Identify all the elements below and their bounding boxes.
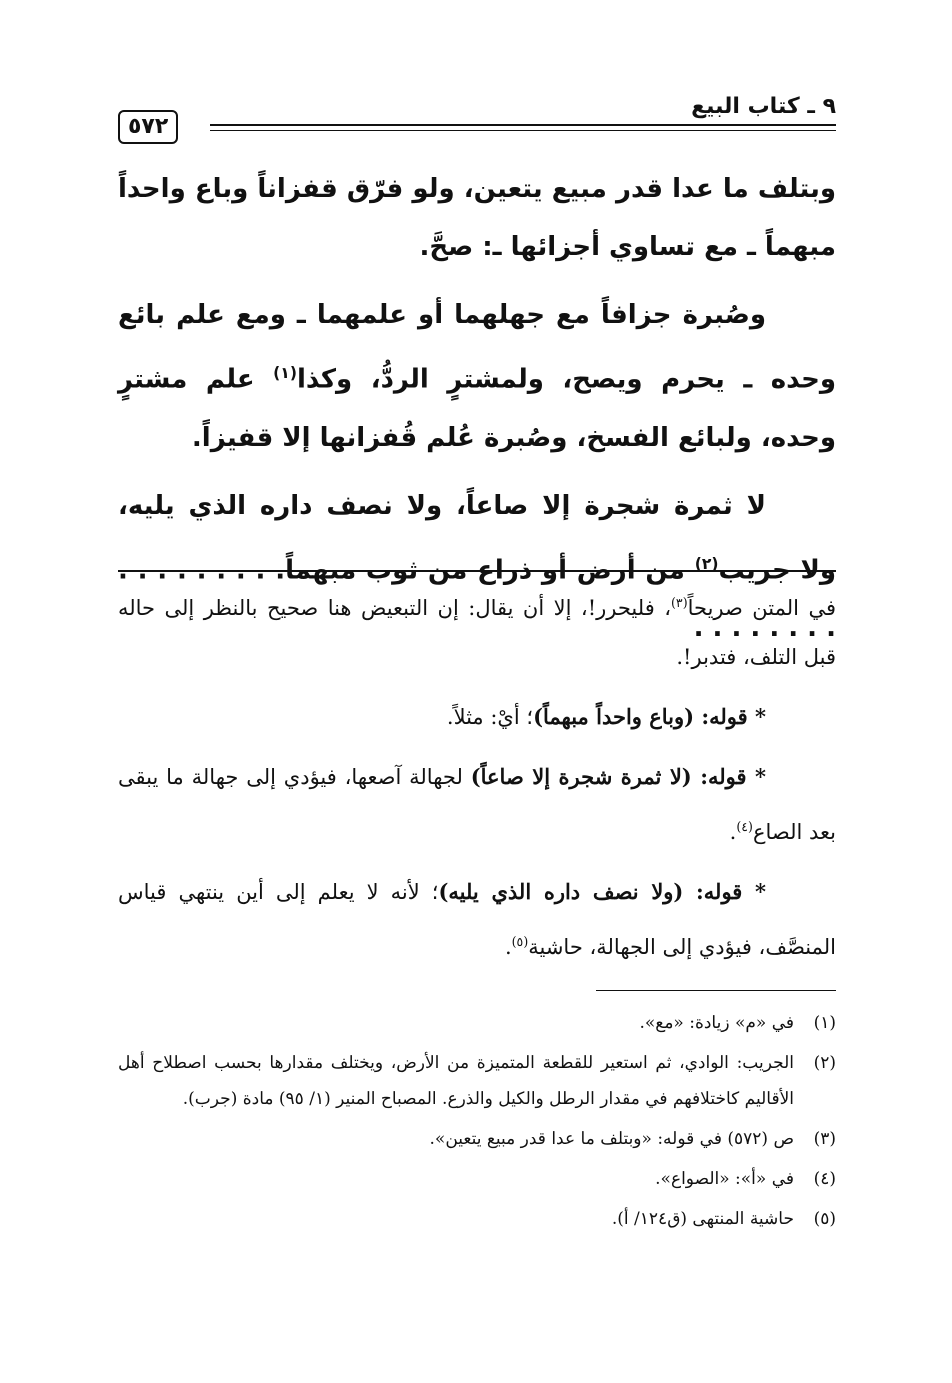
main-paragraph-3-text-a: لا ثمرة شجرة إلا صاعاً، ولا نصف داره الذي يليه، ولا جريب: [118, 490, 836, 586]
footnote-item: [118, 1161, 836, 1197]
footnote-number: (٢): [813, 1053, 836, 1073]
commentary-1-text-a: في المتن صريحاً: [687, 596, 836, 620]
page-header: [118, 88, 836, 148]
commentary-paragraph-3: [118, 752, 836, 857]
footnote-text: في «أ»: «الصواع».: [655, 1169, 794, 1189]
commentary-3-text: لجهالة آصعها، فيؤدي إلى جهالة ما يبقى بعد الصاع: [118, 765, 836, 844]
chapter-title: ٩ ـ كتاب البيع: [691, 94, 836, 119]
commentary-paragraph-4: [118, 867, 836, 972]
footnote-item: [118, 1201, 836, 1237]
footnote-number: (١): [813, 1013, 836, 1033]
footnote-text: حاشية المنتهى (ق١٢٤/ أ).: [611, 1209, 794, 1229]
commentary-4-text: ؛ لأنه لا يعلم إلى أين ينتهي قياس المنصَّف، فيؤدي إلى الجهالة، حاشية: [118, 880, 836, 959]
ellipsis-dots: . . . . . . . . . . . . . . . . .: [118, 555, 836, 644]
commentary-2-text: ؛ أيْ: مثلاً.: [446, 705, 534, 729]
footnote-ref-2[interactable]: (٢): [694, 554, 719, 573]
main-paragraph-3-text-b: من أرض أو ذراع من ثوب مبهماً: [285, 555, 695, 586]
footnote-ref-3[interactable]: (٣): [671, 595, 688, 610]
header-rule: [210, 124, 836, 126]
header-rule-thin: [210, 130, 836, 131]
footnote-number: (٥): [813, 1209, 836, 1229]
commentary-2-quote: * قوله: (وباع واحداً مبهماً): [533, 704, 766, 729]
footnote-ref-5[interactable]: (٥): [511, 934, 529, 949]
page-number: ٥٧٢: [118, 110, 178, 144]
commentary-4-quote: * قوله: (ولا نصف داره الذي يليه): [438, 879, 767, 904]
footnote-item: [118, 1005, 836, 1041]
footnote-text: في «م» زيادة: «مع».: [639, 1013, 794, 1033]
commentary-3-quote: * قوله: (لا ثمرة شجرة إلا صاعاً): [470, 764, 766, 789]
footnote-number: (٣): [813, 1129, 836, 1149]
footnote-item: [118, 1045, 836, 1117]
main-paragraph-2: [118, 286, 836, 467]
main-paragraph-2-text-b: علم مشترٍ وحده، ولبائع الفسخ، وصُبرة عُلم قُفزانها إلا قفيزاً.: [118, 364, 836, 453]
text-divider: [118, 570, 836, 572]
footnote-ref-1[interactable]: (١): [273, 364, 297, 382]
main-paragraph-1: وبتلف ما عدا قدر مبيع يتعين، ولو فرّق قفزاناً وباع واحداً مبهماً ـ مع تساوي أجزائها ـ: صحَّ.: [118, 174, 836, 262]
footnote-number: (٤): [813, 1169, 836, 1189]
footnote-text: ص (٥٧٢) في قوله: «وبتلف ما عدا قدر مبيع يتعين».: [429, 1129, 794, 1149]
main-paragraph-2-text-a: وصُبرة جزافاً مع جهلهما أو علمهما ـ ومع علم بائع وحده ـ يحرم ويصح، ولمشترٍ الردُّ، وكذا: [118, 300, 837, 395]
commentary-paragraph-2: [118, 692, 836, 742]
commentary-4-end: .: [504, 935, 512, 959]
commentary-paragraph-1: [118, 578, 836, 682]
commentary-1-text-b: ، فليحرر!، إلا أن يقال: إن التبعيض هنا صحيح بالنظر إلى حاله قبل التلف، فتدبر!.: [118, 596, 836, 669]
commentary-3-end: .: [729, 820, 737, 844]
footnotes: [118, 1005, 836, 1241]
footnote-item: [118, 1121, 836, 1157]
commentary: [118, 578, 836, 982]
footnote-ref-4[interactable]: (٤): [736, 819, 753, 834]
footnote-text: الجريب: الوادي، ثم استعير للقطعة المتميزة من الأرض، ويختلف مقدارها بحسب اصطلاح أهل الأقاليم كاختلافهم في مقدار الرطل والكيل والذرع. المصباح المنير (١/ ٩٥) مادة (جرب).: [118, 1053, 794, 1109]
footnote-divider: [596, 990, 836, 991]
